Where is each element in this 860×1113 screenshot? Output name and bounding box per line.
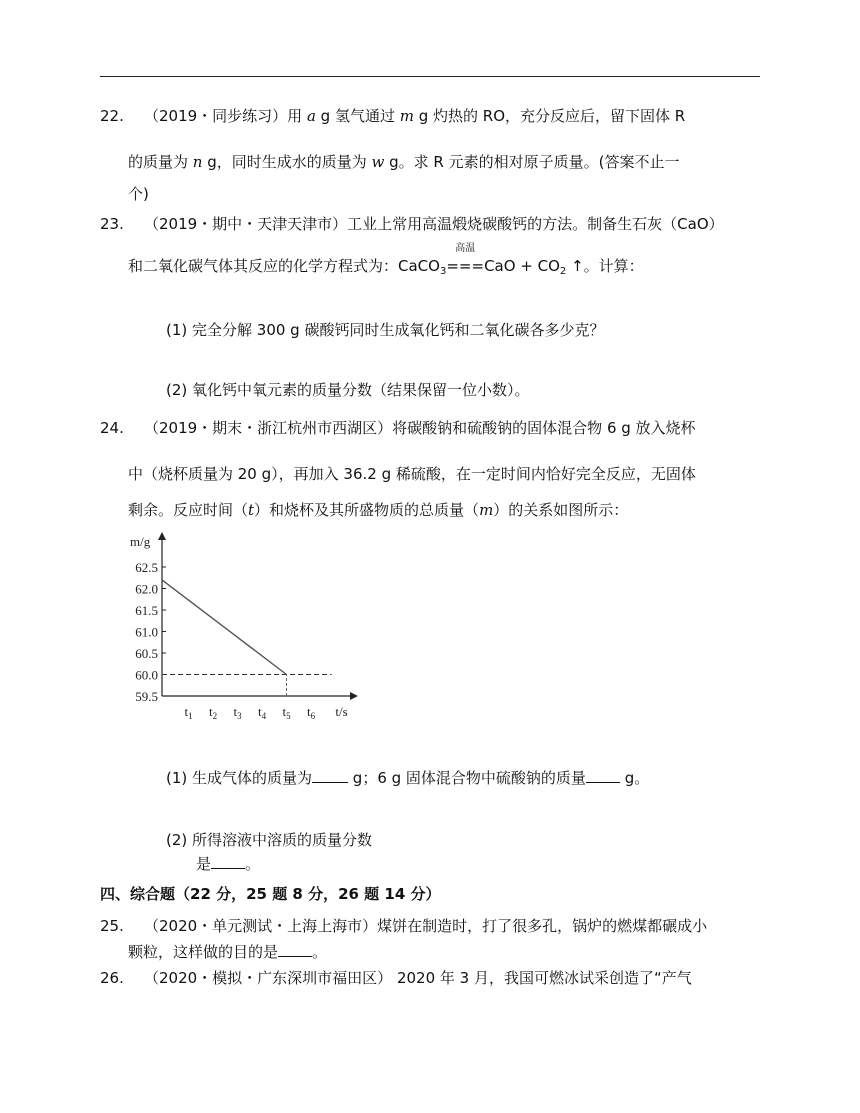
q26-line1: 26. （2020・模拟・广东深圳市福田区） 2020 年 3 月，我国可燃冰试采创造了“产气: [100, 969, 692, 987]
mass-time-chart: [122, 528, 362, 728]
q23-line1: 23. （2019・期中・天津天津市）工业上常用高温煅烧碳酸钙的方法。制备生石灰（CaO）: [100, 215, 724, 233]
q23-sub1: (1) 完全分解 300 g 碳酸钙同时生成氧化钙和二氧化碳各多少克？: [166, 321, 605, 339]
section-heading: 四、综合题（22 分，25 题 8 分，26 题 14 分）: [100, 885, 441, 903]
q24-sub2-line2: 是 。: [196, 855, 261, 873]
x-tick-label: $t_6$: [306, 704, 316, 721]
chemical-equation: CaCO$_3$ 高温 $===CaO + CO_2$ ↑: [398, 257, 584, 275]
x-tick-label: $t_5$: [282, 704, 291, 721]
y-tick-label: 60.5: [135, 646, 158, 661]
answer-blank-mass-fraction: [211, 854, 245, 869]
q22-line3: 个): [128, 185, 149, 203]
q23-number: 23.: [100, 215, 124, 233]
q25-line1: 25. （2020・单元测试・上海上海市）煤饼在制造时，打了很多孔，锅炉的燃煤都碾成小: [100, 917, 708, 935]
q24-line3: 剩余。反应时间（t）和烧杯及其所盛物质的总质量（m）的关系如图所示：: [128, 501, 629, 519]
x-axis-label: t/s: [335, 704, 348, 719]
mass-line: [162, 580, 287, 675]
y-axis-arrow: [158, 532, 166, 540]
q22-line2: 的质量为 n g，同时生成水的质量为 w g。求 R 元素的相对原子质量。(答案不止一: [128, 153, 680, 171]
q25-number: 25.: [100, 917, 124, 935]
x-tick-label: $t_1$: [184, 704, 193, 721]
q24-line2: 中（烧杯质量为 20 g），再加入 36.2 g 稀硫酸，在一定时间内恰好完全反应，无固体: [128, 465, 696, 483]
x-tick-label: $t_3$: [233, 704, 242, 721]
q26-number: 26.: [100, 969, 124, 987]
q24-sub1: (1) 生成气体的质量为 g；6 g 固体混合物中硫酸钠的质量 g。: [166, 769, 650, 787]
q24-line1: 24. （2019・期末・浙江杭州市西湖区）将碳酸钠和硫酸钠的固体混合物 6 g 放入烧杯: [100, 419, 696, 437]
y-axis-label: m/g: [130, 534, 151, 549]
y-tick-label: 62.5: [135, 560, 158, 575]
answer-blank-sodium-sulfate-mass: [586, 768, 620, 783]
y-tick-label: 61.0: [135, 624, 158, 640]
y-tick-label: 62.0: [135, 581, 158, 597]
equation-condition: 高温: [455, 243, 476, 254]
x-axis-arrow: [350, 692, 358, 700]
q25-line2: 颗粒，这样做的目的是 。: [128, 943, 328, 961]
answer-blank-gas-mass: [312, 768, 348, 783]
x-tick-label: $t_2$: [208, 704, 218, 721]
q23-sub2: (2) 氧化钙中氧元素的质量分数（结果保留一位小数）。: [166, 381, 530, 399]
y-tick-label: 59.5: [135, 689, 158, 704]
q22-number: 22.: [100, 107, 124, 125]
q23-line2: 和二氧化碳气体其反应的化学方程式为：CaCO$_3$ 高温 $===CaO + CO_2$ ↑。计算：: [128, 256, 644, 282]
answer-blank-purpose: [278, 942, 312, 957]
x-tick-label: $t_4$: [257, 704, 267, 721]
y-tick-label: 61.5: [135, 603, 158, 618]
q24-sub2-line1: (2) 所得溶液中溶质的质量分数: [166, 831, 373, 849]
header-rule: [100, 76, 760, 77]
q24-number: 24.: [100, 419, 124, 437]
q22-line1: 22. （2019・同步练习）用 a g 氢气通过 m g 灼热的 RO，充分反应后，留下固体 R: [100, 107, 686, 125]
y-tick-label: 60.0: [135, 667, 158, 683]
